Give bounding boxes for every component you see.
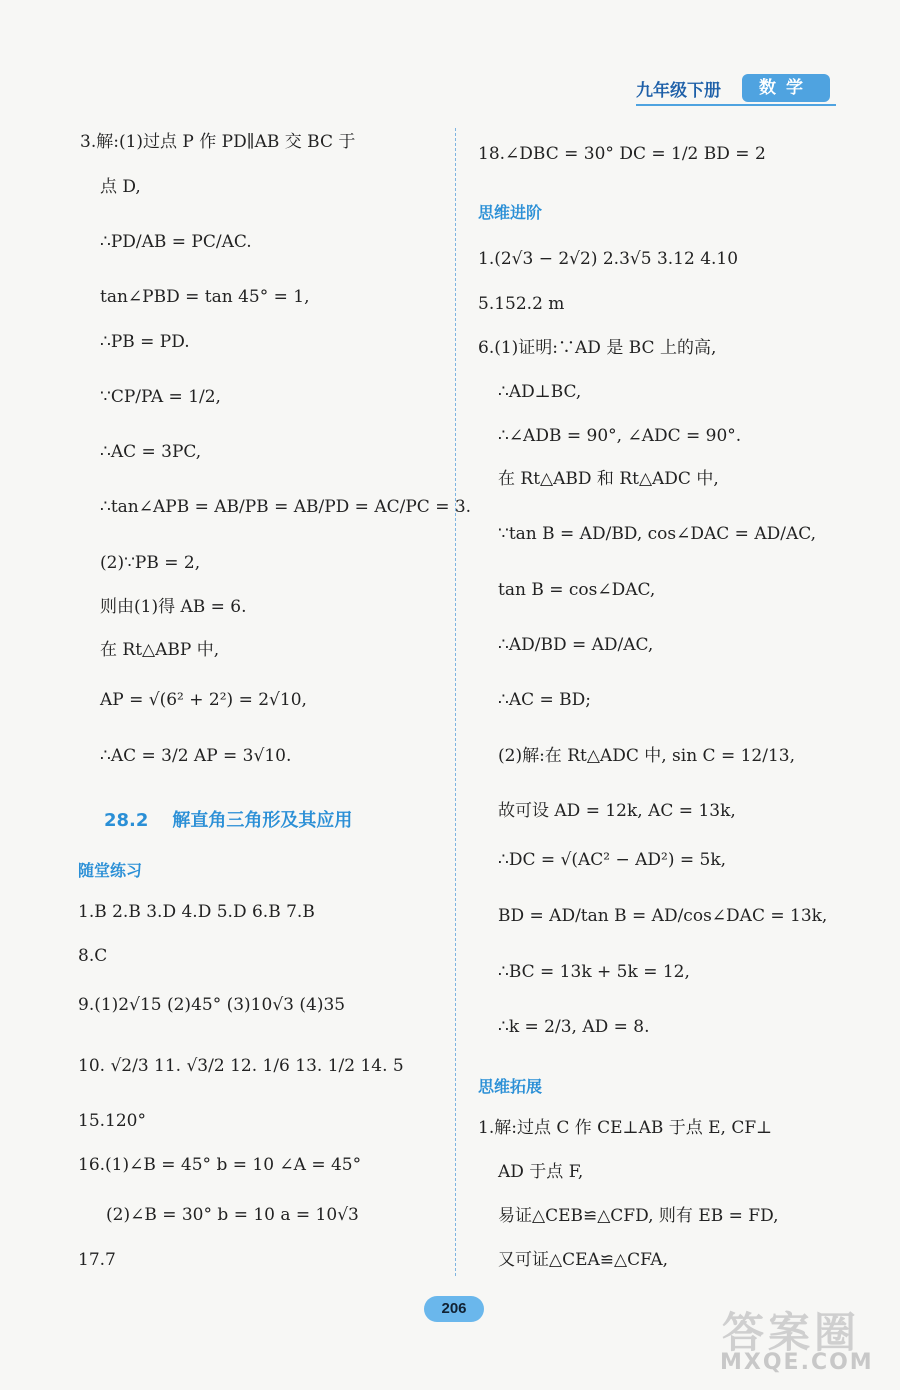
practice-line: 8.C <box>78 946 108 966</box>
section-number: 28.2 <box>104 810 149 831</box>
left-line: 在 Rt△ABP 中, <box>100 640 220 660</box>
left-line: tan∠PBD = tan 45° = 1, <box>100 287 310 307</box>
section-heading <box>104 806 352 832</box>
header-rule <box>636 104 836 106</box>
watermark-logo-icon: 答案圈 <box>722 1308 861 1357</box>
advance-line: ∴BC = 13k + 5k = 12, <box>498 962 690 982</box>
extend-line: AD 于点 F, <box>498 1162 584 1182</box>
page-number: 206 <box>424 1296 484 1322</box>
left-line: 3.解:(1)过点 P 作 PD∥AB 交 BC 于 <box>80 132 356 152</box>
left-line: (2)∵PB = 2, <box>100 553 201 573</box>
practice-line: 1.B 2.B 3.D 4.D 5.D 6.B 7.B <box>78 902 315 922</box>
advance-line: ∵tan B = AD/BD, cos∠DAC = AD/AC, <box>498 524 817 544</box>
practice-line: 9.(1)2√15 (2)45° (3)10√3 (4)35 <box>78 995 346 1015</box>
advance-line: 6.(1)证明:∵AD 是 BC 上的高, <box>478 338 717 358</box>
right-line: 18.∠DBC = 30° DC = 1/2 BD = 2 <box>478 144 766 164</box>
advance-line: 1.(2√3 − 2√2) 2.3√5 3.12 4.10 <box>478 249 739 269</box>
left-line: 点 D, <box>100 177 141 197</box>
header-grade: 九年级下册 <box>636 81 721 101</box>
header-subject-badge: 数学 <box>742 74 830 102</box>
left-line: ∴PB = PD. <box>100 332 190 352</box>
left-line: ∴tan∠APB = AB/PB = AB/PD = AC/PC = 3. <box>100 497 472 517</box>
advance-line: 故可设 AD = 12k, AC = 13k, <box>498 801 736 821</box>
sub-heading-extend: 思维拓展 <box>478 1077 543 1096</box>
sub-heading-advance: 思维进阶 <box>478 203 543 222</box>
advance-line: 在 Rt△ABD 和 Rt△ADC 中, <box>498 469 719 489</box>
advance-line: ∴AC = BD; <box>498 690 592 710</box>
advance-line: ∴AD⊥BC, <box>498 382 582 402</box>
advance-line: ∴AD/BD = AD/AC, <box>498 635 654 655</box>
practice-line: 10. √2/3 11. √3/2 12. 1/6 13. 1/2 14. 5 <box>78 1056 404 1076</box>
advance-line: ∴∠ADB = 90°, ∠ADC = 90°. <box>498 426 742 446</box>
section-title: 解直角三角形及其应用 <box>172 810 353 831</box>
left-line: 则由(1)得 AB = 6. <box>100 597 247 617</box>
advance-line: ∴DC = √(AC² − AD²) = 5k, <box>498 850 727 870</box>
advance-line: BD = AD/tan B = AD/cos∠DAC = 13k, <box>498 906 828 926</box>
column-divider <box>455 128 456 1276</box>
advance-line: (2)解:在 Rt△ADC 中, sin C = 12/13, <box>498 746 796 766</box>
sub-heading-practice: 随堂练习 <box>78 861 143 880</box>
left-line: ∴AC = 3/2 AP = 3√10. <box>100 746 292 766</box>
left-line: AP = √(6² + 2²) = 2√10, <box>100 690 307 710</box>
practice-line: (2)∠B = 30° b = 10 a = 10√3 <box>106 1205 359 1225</box>
advance-line: 5.152.2 m <box>478 294 565 314</box>
left-line: ∵CP/PA = 1/2, <box>100 387 221 407</box>
practice-line: 16.(1)∠B = 45° b = 10 ∠A = 45° <box>78 1155 362 1175</box>
advance-line: tan B = cos∠DAC, <box>498 580 656 600</box>
left-line: ∴PD/AB = PC/AC. <box>100 232 252 252</box>
watermark-text: MXQE.COM <box>720 1350 874 1375</box>
extend-line: 易证△CEB≌△CFD, 则有 EB = FD, <box>498 1206 779 1226</box>
left-line: ∴AC = 3PC, <box>100 442 202 462</box>
practice-line: 17.7 <box>78 1250 116 1270</box>
advance-line: ∴k = 2/3, AD = 8. <box>498 1017 650 1037</box>
practice-line: 15.120° <box>78 1111 146 1131</box>
extend-line: 1.解:过点 C 作 CE⊥AB 于点 E, CF⊥ <box>478 1118 773 1138</box>
extend-line: 又可证△CEA≌△CFA, <box>498 1250 669 1270</box>
